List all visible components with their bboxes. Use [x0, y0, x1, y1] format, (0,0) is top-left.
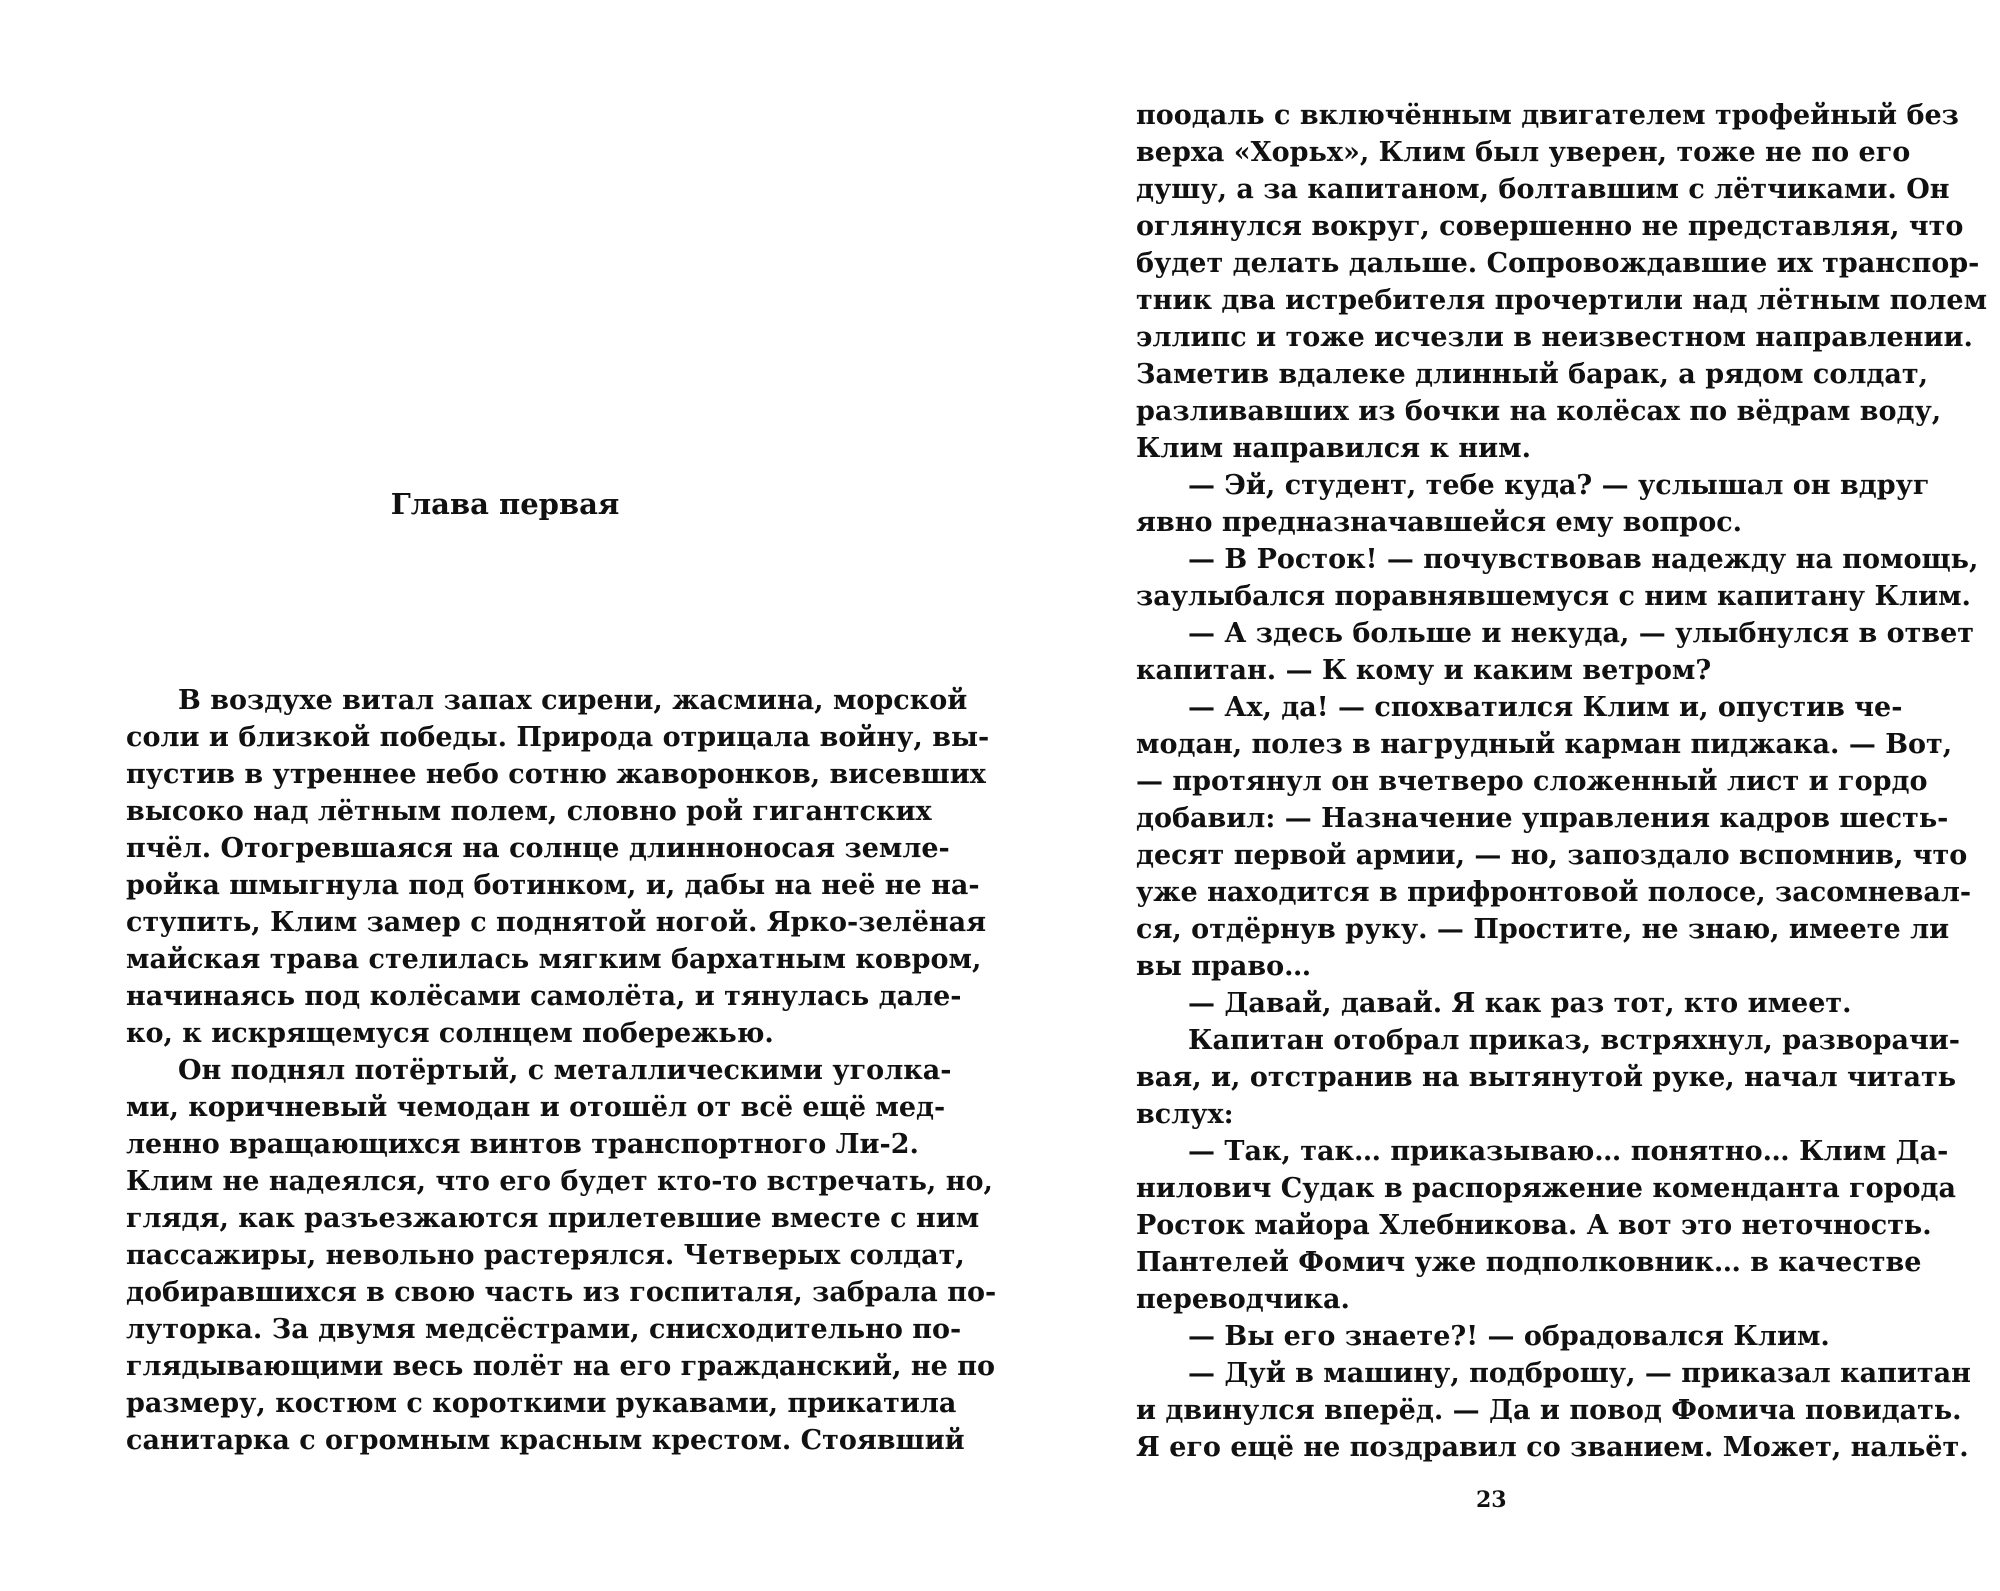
text-line: и двинулся вперёд. — Да и повод Фомича повидать.	[1136, 1395, 1962, 1426]
text-line: ленно вращающихся винтов транспортного Ли-2.	[126, 1129, 919, 1160]
chapter-title: Глава первая	[390, 487, 620, 521]
text-line: переводчика.	[1136, 1284, 1350, 1315]
text-line: глядывающими весь полёт на его гражданский, не по	[126, 1351, 995, 1382]
text-line: Пантелей Фомич уже подполковник… в качестве	[1136, 1247, 1922, 1278]
text-line: вая, и, отстранив на вытянутой руке, начал читать	[1136, 1062, 1957, 1093]
text-line: верха «Хорьх», Клим был уверен, тоже не по его	[1136, 137, 1911, 168]
text-line: — Так, так… приказываю… понятно… Клим Да-	[1188, 1136, 1949, 1167]
text-line: высоко над лётным полем, словно рой гигантских	[126, 796, 932, 827]
text-line: Росток майора Хлебникова. А вот это неточность.	[1136, 1210, 1932, 1241]
text-line: соли и близкой победы. Природа отрицала войну, вы-	[126, 722, 990, 753]
text-line: модан, полез в нагрудный карман пиджака. — Вот,	[1136, 729, 1953, 760]
text-line: десят первой армии, — но, запоздало вспомнив, что	[1136, 840, 1968, 871]
text-line: душу, а за капитаном, болтавшим с лётчиками. Он	[1136, 174, 1950, 205]
text-line: майская трава стелилась мягким бархатным ковром,	[126, 944, 982, 975]
text-line: санитарка с огромным красным крестом. Стоявший	[126, 1425, 965, 1456]
text-line: — Дуй в машину, подброшу, — приказал капитан	[1188, 1358, 1971, 1389]
text-line: пустив в утреннее небо сотню жаворонков, висевших	[126, 759, 986, 790]
text-line: оглянулся вокруг, совершенно не представляя, что	[1136, 211, 1964, 242]
text-line: ступить, Клим замер с поднятой ногой. Ярко-зелёная	[126, 907, 987, 938]
text-line: капитан. — К кому и каким ветром?	[1136, 655, 1712, 686]
text-line: будет делать дальше. Сопровождавшие их транспор-	[1136, 248, 1980, 279]
text-line: — Вы его знаете?! — обрадовался Клим.	[1188, 1321, 1830, 1352]
text-line: Капитан отобрал приказ, встряхнул, разворачи-	[1188, 1025, 1960, 1056]
text-line: Клим направился к ним.	[1136, 433, 1532, 464]
text-line: В воздухе витал запах сирени, жасмина, морской	[178, 685, 968, 716]
text-line: ми, коричневый чемодан и отошёл от всё ещё мед-	[126, 1092, 946, 1123]
text-line: ройка шмыгнула под ботинком, и, дабы на неё не на-	[126, 870, 980, 901]
text-line: — Давай, давай. Я как раз тот, кто имеет.	[1188, 988, 1852, 1019]
text-line: Заметив вдалеке длинный барак, а рядом солдат,	[1136, 359, 1928, 390]
text-line: — Ах, да! — спохватился Клим и, опустив че-	[1188, 692, 1903, 723]
text-line: заулыбался поравнявшемуся с ним капитану Клим.	[1136, 581, 1971, 612]
text-line: уже находится в прифронтовой полосе, засомневал-	[1136, 877, 1972, 908]
text-line: поодаль с включённым двигателем трофейный без	[1136, 100, 1959, 131]
text-line: вы право…	[1136, 951, 1312, 982]
text-line: Я его ещё не поздравил со званием. Может, нальёт.	[1136, 1432, 1969, 1463]
text-line: — Эй, студент, тебе куда? — услышал он вдруг	[1188, 470, 1930, 501]
text-line: размеру, костюм с короткими рукавами, прикатила	[126, 1388, 957, 1419]
text-line: — протянул он вчетверо сложенный лист и гордо	[1136, 766, 1928, 797]
text-line: добавил: — Назначение управления кадров шесть-	[1136, 803, 1949, 834]
text-line: Он поднял потёртый, с металлическими уголка-	[178, 1055, 952, 1086]
text-line: глядя, как разъезжаются прилетевшие вместе с ним	[126, 1203, 980, 1234]
text-line: начинаясь под колёсами самолёта, и тянулась дале-	[126, 981, 962, 1012]
text-line: — В Росток! — почувствовав надежду на помощь,	[1188, 544, 1979, 575]
text-line: пассажиры, невольно растерялся. Четверых солдат,	[126, 1240, 965, 1271]
text-line: вслух:	[1136, 1099, 1234, 1130]
text-line: явно предназначавшейся ему вопрос.	[1136, 507, 1743, 538]
text-line: добиравшихся в свою часть из госпиталя, забрала по-	[126, 1277, 997, 1308]
text-line: ся, отдёрнув руку. — Простите, не знаю, имеете ли	[1136, 914, 1950, 945]
page-number: 23	[1476, 1487, 1507, 1513]
text-line: тник два истребителя прочертили над лётным полем	[1136, 285, 1988, 316]
text-line: ко, к искрящемуся солнцем побережью.	[126, 1018, 774, 1049]
text-line: Клим не надеялся, что его будет кто-то встречать, но,	[126, 1166, 993, 1197]
text-line: луторка. За двумя медсёстрами, снисходительно по-	[126, 1314, 962, 1345]
text-line: разливавших из бочки на колёсах по вёдрам воду,	[1136, 396, 1942, 427]
text-line: — А здесь больше и некуда, — улыбнулся в ответ	[1188, 618, 1975, 649]
right-page	[1000, 0, 2000, 1591]
text-line: нилович Судак в распоряжение коменданта города	[1136, 1173, 1957, 1204]
text-line: эллипс и тоже исчезли в неизвестном направлении.	[1136, 322, 1973, 353]
text-line: пчёл. Отогревшаяся на солнце длинноносая земле-	[126, 833, 950, 864]
